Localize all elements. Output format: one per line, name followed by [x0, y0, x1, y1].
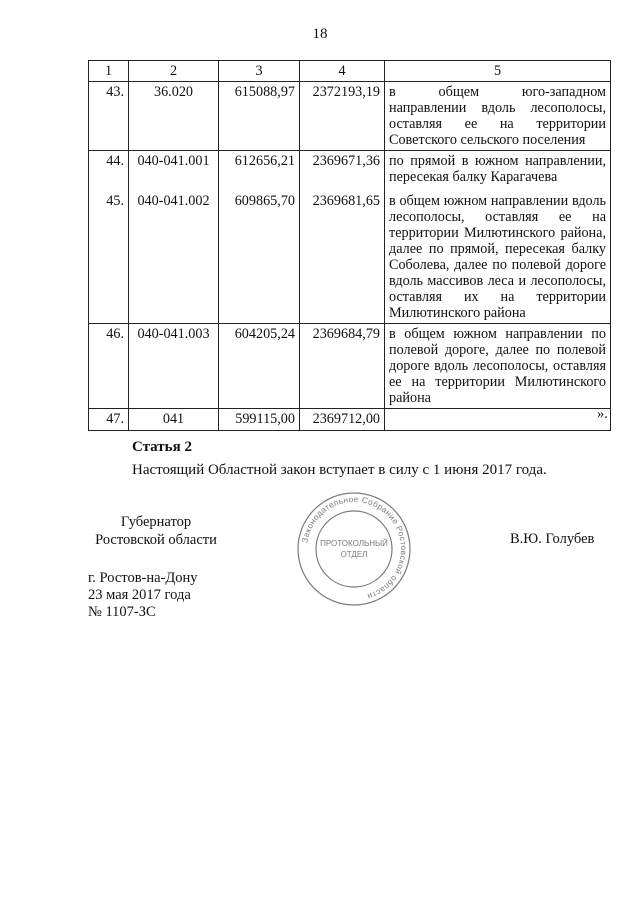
- boundary-description: в общем южном направлении по полевой дороге, далее по полевой дороге вдоль лесополосы, оставляя ее на территории Милютинского района: [385, 323, 611, 408]
- signatory-title-line: Губернатор: [120, 514, 192, 530]
- y-coordinate: 2369671,36: [300, 151, 385, 191]
- x-coordinate: 612656,21: [219, 151, 300, 191]
- seal-center-text: ПРОТОКОЛЬНЫЙ: [320, 539, 388, 548]
- page-number: 18: [312, 26, 328, 42]
- row-number: 43.: [89, 82, 129, 151]
- table-header-row: [89, 61, 611, 82]
- seal-ring-textpath: Законодательное Собрание Ростовской области: [300, 494, 409, 601]
- point-id: 040-041.001: [129, 151, 219, 191]
- header-cell: 2: [129, 61, 219, 82]
- table-row: [89, 408, 611, 430]
- y-coordinate: 2372193,19: [300, 82, 385, 151]
- y-coordinate: 2369684,79: [300, 323, 385, 408]
- header-cell: 5: [385, 61, 611, 82]
- row-number: 46.: [89, 323, 129, 408]
- x-coordinate: 599115,00: [219, 408, 300, 430]
- x-coordinate: 609865,70: [219, 191, 300, 324]
- official-seal: [296, 491, 412, 607]
- boundary-description: по прямой в южном направлении, пересекая балку Карагачева: [385, 151, 611, 191]
- seal-graphics: [298, 493, 410, 605]
- article-title: Статья 2: [132, 439, 192, 455]
- boundary-points-table: [88, 60, 611, 431]
- signatory-name: В.Ю. Голубев: [510, 531, 595, 547]
- article-text: Настоящий Областной закон вступает в силу с 1 июня 2017 года.: [132, 462, 547, 478]
- table-row: [89, 191, 611, 324]
- table-row: [89, 82, 611, 151]
- signatory-title: [88, 513, 224, 549]
- table-row: [89, 151, 611, 191]
- seal-center-text: ОТДЕЛ: [340, 550, 368, 559]
- city: г. Ростов-на-Дону: [88, 570, 198, 586]
- law-number: № 1107-ЗС: [88, 604, 156, 620]
- seal-inner-ring: [316, 511, 392, 587]
- row-number: 47.: [89, 408, 129, 430]
- point-id: 041: [129, 408, 219, 430]
- x-coordinate: 604205,24: [219, 323, 300, 408]
- closing-quote: ».: [597, 406, 608, 422]
- point-id: 36.020: [129, 82, 219, 151]
- x-coordinate: 615088,97: [219, 82, 300, 151]
- row-number: 45.: [89, 191, 129, 324]
- date: 23 мая 2017 года: [88, 587, 191, 603]
- point-id: 040-041.002: [129, 191, 219, 324]
- table-row: [89, 323, 611, 408]
- header-cell: 1: [89, 61, 129, 82]
- signatory-title-line: Ростовской области: [95, 532, 217, 548]
- boundary-description: в общем юго-западном направлении вдоль лесополосы, оставляя ее на территории Советского сельского поселения: [385, 82, 611, 151]
- row-number: 44.: [89, 151, 129, 191]
- y-coordinate: 2369681,65: [300, 191, 385, 324]
- seal-outer-ring: [298, 493, 410, 605]
- boundary-description: в общем южном направлении вдоль лесополосы, оставляя ее на территории Милютинского района, далее по прямой, пересекая балку Соболева, далее по полевой дороге вдоль массивов леса и лесополосы, оставляя их на территории Милютинского района: [385, 191, 611, 324]
- point-id: 040-041.003: [129, 323, 219, 408]
- y-coordinate: 2369712,00: [300, 408, 385, 430]
- place-and-date: [88, 570, 198, 621]
- header-cell: 3: [219, 61, 300, 82]
- header-cell: 4: [300, 61, 385, 82]
- boundary-description: [385, 408, 611, 430]
